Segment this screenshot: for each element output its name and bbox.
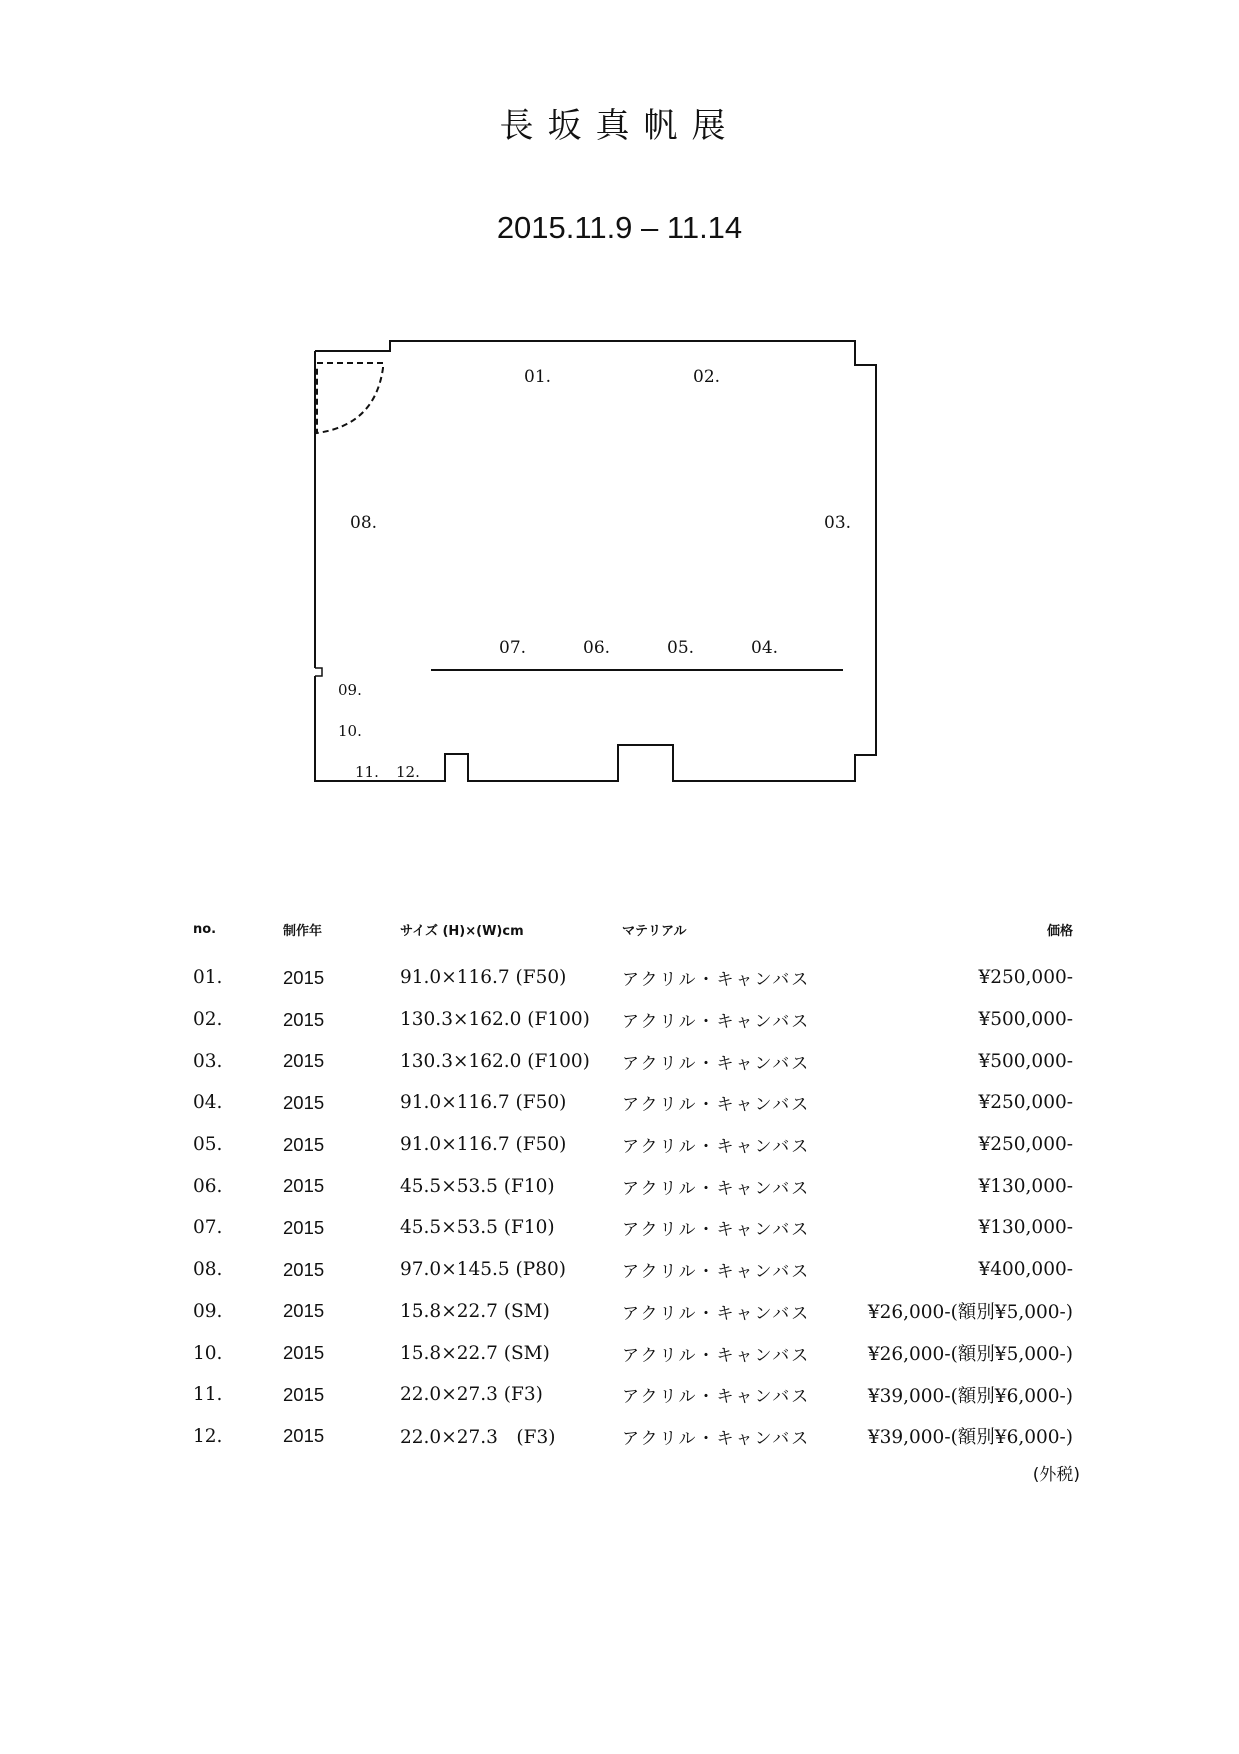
cell-no: 10. [193, 1342, 223, 1364]
table-row [193, 1291, 1073, 1333]
cell-size: 45.5×53.5 (F10) [400, 1217, 555, 1239]
plan-label-07: 07. [499, 638, 527, 658]
cell-no: 09. [193, 1300, 223, 1322]
cell-price: ¥39,000-(額別¥6,000-) [867, 1385, 1073, 1407]
cell-year: 2015 [283, 1091, 325, 1113]
cell-size: 91.0×116.7 (F50) [400, 967, 567, 989]
header-no: no. [193, 922, 217, 937]
door-swing [317, 363, 383, 433]
cell-size: 22.0×27.3 (F3) [400, 1427, 556, 1449]
cell-year: 2015 [283, 1050, 325, 1072]
cell-no: 03. [193, 1050, 223, 1072]
cell-no: 06. [193, 1175, 223, 1197]
cell-material: アクリル・キャンバス [622, 1387, 811, 1408]
cell-size: 130.3×162.0 (F100) [400, 1050, 590, 1072]
cell-price: ¥130,000- [978, 1175, 1073, 1197]
exhibition-title: 長坂真帆展 [499, 106, 740, 146]
table-row [193, 957, 1073, 999]
cell-size: 91.0×116.7 (F50) [400, 1134, 567, 1156]
table-row [193, 1332, 1073, 1374]
plan-label-09: 09. [338, 681, 362, 699]
table-row [193, 1374, 1073, 1416]
cell-price: ¥250,000- [978, 967, 1073, 989]
wall-notch [315, 668, 322, 676]
plan-label-05: 05. [667, 638, 695, 658]
cell-price: ¥39,000-(額別¥6,000-) [867, 1427, 1073, 1449]
cell-material: アクリル・キャンバス [622, 1095, 811, 1116]
cell-size: 91.0×116.7 (F50) [400, 1092, 567, 1114]
table-row [193, 1249, 1073, 1291]
plan-label-06: 06. [583, 638, 611, 658]
cell-size: 130.3×162.0 (F100) [400, 1009, 590, 1031]
table-row [193, 1124, 1073, 1166]
cell-no: 11. [193, 1384, 223, 1406]
cell-no: 04. [193, 1092, 223, 1114]
cell-no: 01. [193, 967, 223, 989]
cell-price: ¥400,000- [978, 1259, 1073, 1281]
table-row [193, 1416, 1073, 1458]
cell-material: アクリル・キャンバス [622, 1012, 811, 1033]
cell-material: アクリル・キャンバス [622, 1137, 811, 1158]
table-row [193, 1165, 1073, 1207]
exhibition-dates: 2015.11.9 – 11.14 [496, 210, 743, 245]
cell-material: アクリル・キャンバス [622, 1178, 811, 1199]
cell-size: 45.5×53.5 (F10) [400, 1175, 555, 1197]
cell-price: ¥500,000- [978, 1009, 1073, 1031]
plan-label-12: 12. [396, 763, 420, 781]
cell-size: 22.0×27.3 (F3) [400, 1384, 543, 1406]
cell-no: 12. [193, 1425, 223, 1447]
table-row [193, 1207, 1073, 1249]
cell-year: 2015 [283, 1216, 325, 1238]
table-row [193, 999, 1073, 1041]
cell-size: 15.8×22.7 (SM) [400, 1300, 550, 1322]
table-header-row [193, 920, 1073, 957]
plan-label-11: 11. [355, 763, 379, 781]
floor-plan [0, 0, 1239, 800]
cell-no: 07. [193, 1217, 223, 1239]
cell-year: 2015 [283, 1425, 325, 1447]
plan-label-03: 03. [824, 513, 852, 533]
cell-year: 2015 [283, 1258, 325, 1280]
cell-no: 02. [193, 1009, 223, 1031]
cell-material: アクリル・キャンバス [622, 1428, 811, 1449]
cell-material: アクリル・キャンバス [622, 1053, 811, 1074]
cell-year: 2015 [283, 1300, 325, 1322]
plan-label-01: 01. [524, 367, 552, 387]
header-price: 価格 [1046, 924, 1073, 939]
cell-price: ¥130,000- [978, 1217, 1073, 1239]
cell-price: ¥500,000- [978, 1050, 1073, 1072]
plan-label-02: 02. [693, 367, 721, 387]
header-size: サイズ (H)×(W)cm [400, 924, 524, 939]
cell-price: ¥26,000-(額別¥5,000-) [867, 1344, 1073, 1366]
cell-year: 2015 [283, 1383, 325, 1405]
header-year: 制作年 [283, 924, 323, 939]
cell-price: ¥250,000- [978, 1134, 1073, 1156]
plan-label-08: 08. [350, 513, 378, 533]
floor-plan-walls [315, 341, 876, 781]
cell-price: ¥250,000- [978, 1092, 1073, 1114]
cell-year: 2015 [283, 1342, 325, 1364]
cell-no: 08. [193, 1259, 223, 1281]
cell-material: アクリル・キャンバス [622, 1262, 811, 1283]
cell-year: 2015 [283, 1175, 325, 1197]
cell-year: 2015 [283, 966, 325, 988]
table-row [193, 1040, 1073, 1082]
plan-label-10: 10. [338, 722, 362, 740]
cell-year: 2015 [283, 1133, 325, 1155]
cell-size: 97.0×145.5 (P80) [400, 1259, 566, 1281]
table-row [193, 1082, 1073, 1124]
cell-material: アクリル・キャンバス [622, 1345, 811, 1366]
tax-note: (外税) [1032, 1465, 1080, 1485]
cell-price: ¥26,000-(額別¥5,000-) [867, 1302, 1073, 1324]
works-table [193, 920, 1073, 1457]
cell-size: 15.8×22.7 (SM) [400, 1342, 550, 1364]
cell-material: アクリル・キャンバス [622, 1220, 811, 1241]
cell-material: アクリル・キャンバス [622, 970, 811, 991]
cell-no: 05. [193, 1134, 223, 1156]
cell-year: 2015 [283, 1008, 325, 1030]
plan-label-04: 04. [751, 638, 779, 658]
header-material: マテリアル [622, 924, 687, 939]
cell-material: アクリル・キャンバス [622, 1303, 811, 1324]
